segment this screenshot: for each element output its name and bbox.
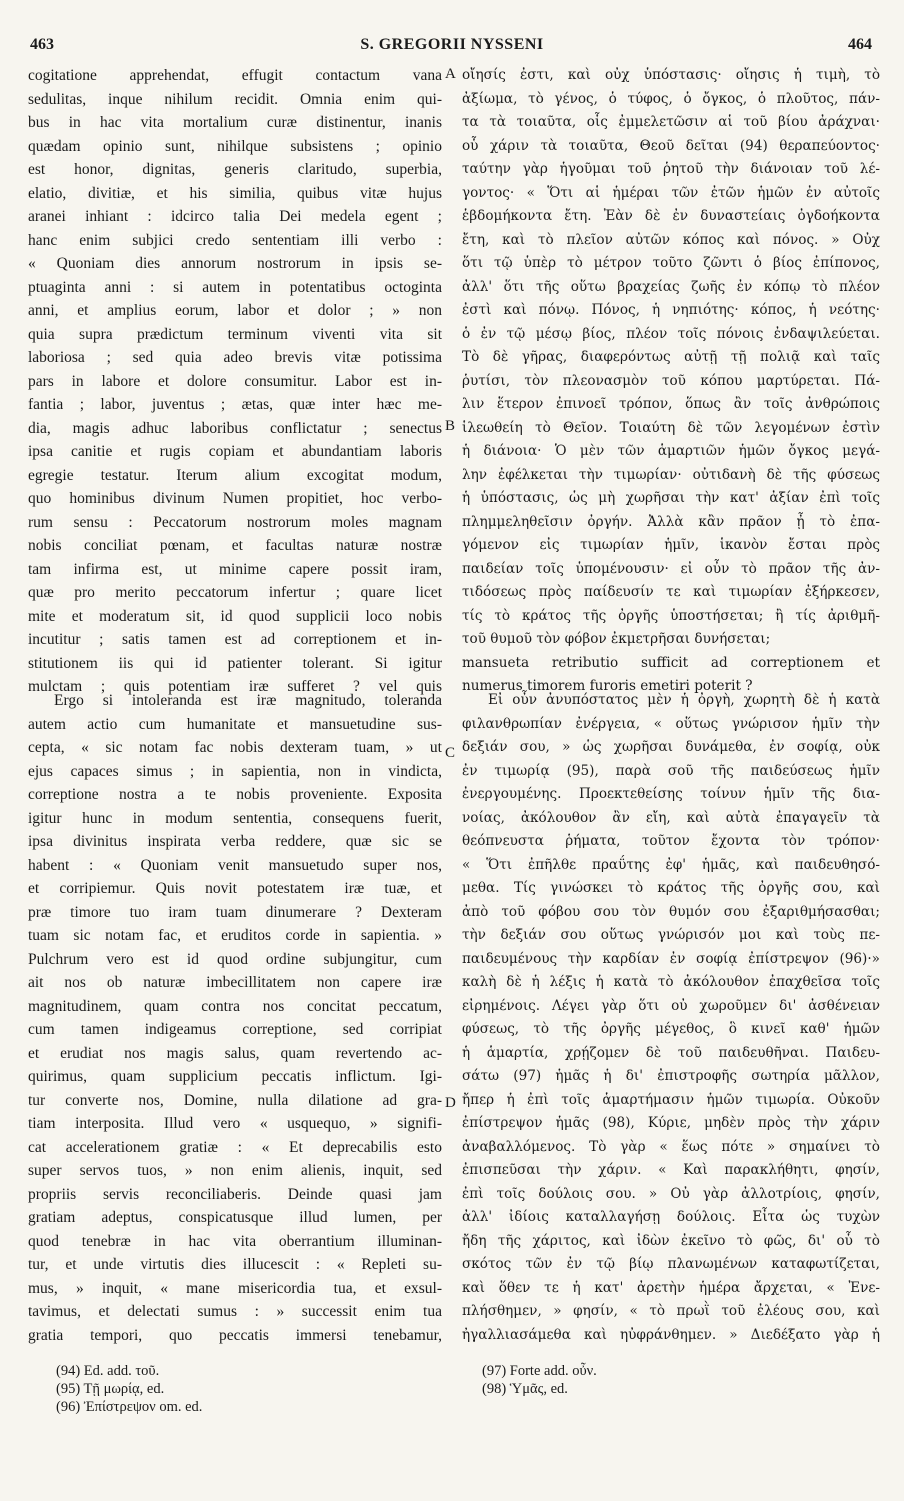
text-line: ipsa divinitus inspirata verba reddere, quæ sic se	[28, 833, 442, 850]
footnote: (94) Ed. add. τοῦ.	[56, 1363, 160, 1379]
footnotes-right	[482, 1362, 597, 1398]
text-line: dia, magis adhuc laboribus conflictatur ; senectus	[28, 419, 442, 437]
text-line: ἤπερ ἡ ἐπὶ τοῖς ἁμαρτήμασιν ἡμῶν τιμωρία. Οὐκοῦν	[462, 1091, 880, 1108]
text-line: γοντος· « Ὅτι αἱ ἡμέραι τῶν ἐτῶν ἡμῶν ἐν αὐτοῖς	[462, 184, 880, 201]
text-line: ἐπίστρεψον ἡμᾶς (98), Κύριε, μηδὲν πρὸς τὴν χάριν	[462, 1115, 880, 1131]
text-line: et corripiemur. Quis novit potestatem iræ tuæ, et	[28, 880, 442, 897]
running-title: S. GREGORII NYSSENI	[360, 36, 544, 53]
latin-column-upper	[28, 64, 442, 699]
text-line: ὁ ἐν τῷ μέσῳ βίος, πλέον τοῖς πόνοις ἐνδαψιλεύεται.	[462, 325, 880, 342]
text-line: ἀλλ' ὅτι τῆς οὕτω βραχείας ζωῆς ἐν κόπῳ τὸ πλέον	[462, 278, 880, 295]
text-line: τιδόσεως πρὸς παίδευσίν τε καὶ τιμωρίαν ἐξήρκεσεν,	[462, 584, 880, 600]
footnote: (97) Forte add. οὖν.	[482, 1363, 597, 1379]
text-line: quod tenebræ in hac vita oberrantium illuminan-	[28, 1232, 442, 1250]
latin-column-lower	[28, 689, 442, 1347]
text-line: tavimus, et delectati sumus : » successit enim tua	[28, 1303, 442, 1320]
text-line: rum sensu : Peccatorum nostrorum moles magnam	[28, 513, 442, 531]
text-line: ἡ ἁμαρτία, χρῄζομεν δὲ τοῦ παιδευθῆναι. Παιδευ-	[462, 1044, 880, 1061]
text-line: Εἰ οὖν ἀνυπόστατος μὲν ἡ ὀργὴ, χωρητὴ δὲ ἡ κατὰ	[488, 692, 880, 708]
text-line: νοίας, ἀκόλουθον ἂν εἴη, καὶ αὐτὰ ἐπαγαγεῖν τὰ	[462, 809, 880, 826]
text-line: παιδείαν τοῖς ὑπομένουσιν· εἰ οὖν τὸ πρᾶον τῆς ἀν-	[462, 560, 880, 577]
text-line: et erudiat nos magis salus, quam revertendo ac-	[28, 1044, 442, 1062]
text-line: ὅτι τῷ ὑπὲρ τὸ μέτρον τοῦτο ζῶντι ὁ βίος ἐπίπονος,	[462, 255, 880, 271]
text-line: ἑβδομήκοντα ἔτη. Ἐὰν δὲ ἐν δυναστείαις ὀγδοήκοντα	[462, 208, 880, 224]
left-page-number: 463	[30, 36, 54, 53]
text-line: ἀλλ' ἰδίοις καταλλαγήσῃ δούλοις. Εἶτα ὡς τυχὼν	[462, 1209, 880, 1225]
text-line: τίς τὸ κράτος τῆς ὀργῆς ὑποστήσεται; ἢ τίς ἀριθμῆ-	[462, 607, 880, 624]
text-line: ἀναβαλλόμενος. Τὸ γὰρ « ἕως πότε » σημαίνει τὸ	[462, 1138, 880, 1155]
text-line: φύσεως, τὸ τῆς ὀργῆς μέγεθος, ὃ κινεῖ καθ' ἡμῶν	[462, 1021, 880, 1037]
text-line: τὴν δεξιάν σου οὕτως γνώρισόν μοι καὶ τοὺς πε-	[462, 927, 880, 943]
text-line: mulctam ; quis potentiam iræ sufferet ? vel quis	[28, 678, 442, 695]
text-line: σκότος τῶν ἐν τῷ βίῳ πλανωμένων καταφωτίζεται,	[462, 1256, 880, 1272]
text-line: ἡ διάνοια· Ὁ μὲν τῶν ἁμαρτιῶν ἡμῶν ὄγκος μεγά-	[462, 443, 880, 459]
text-line: οὗ χάριν τὰ τοιαῦτα, Θεοῦ δεῖται (94) θεραπεύοντος·	[462, 137, 880, 154]
text-line: ἐπισπεῦσαι τὴν χάριν. « Καὶ παρακλήθητι, φησίν,	[462, 1162, 880, 1178]
section-marker-c: C	[445, 745, 456, 761]
greek-column-lower	[462, 689, 880, 1347]
text-line: πλημμεληθεῖσιν ὀργήν. Ἀλλὰ κἂν πρᾶον ᾖ τὸ ἐπα-	[462, 513, 880, 530]
text-line: καὶ ὅθεν τε ἡ κατ' ἀρετὴν ἡμέρα ἄρχεται, « Ἐνε-	[462, 1279, 880, 1296]
text-line: ipsa canitie et rugis copiam et abundantiam laboris	[28, 443, 442, 460]
text-line: θεόπνευστα ῥήματα, τοῦτον ἔχοντα τὸν τρόπον·	[462, 833, 880, 849]
text-line: præ timore tuo iram tuam dinumerare ? Dexteram	[28, 903, 442, 921]
text-line: tur, et unde virtutis dies illucescit : « Repleti su-	[28, 1256, 442, 1273]
text-line: λιν ἕτερον ἐπινοεῖ τρόπον, ὅπως ἂν τοῖς ἀνθρώποις	[462, 396, 880, 412]
text-line: laboriosa ; sed quia adeo brevis vitæ potissima	[28, 349, 442, 366]
text-line: gratiam adeptus, conspicatusque illud lumen, per	[28, 1209, 442, 1226]
text-line: ἱλεωθείη τὸ Θεῖον. Τοιαύτη δὲ τῶν λεγομένων ἐστὶν	[462, 419, 880, 436]
greek-column-upper	[462, 64, 880, 699]
text-line: ῥυτίσι, τὸν πλεονασμὸν τοῦ κόπου μαρτύρεται. Πά-	[462, 372, 880, 389]
text-line: ejus capaces simus ; in sapientia, non in vindicta,	[28, 762, 442, 780]
text-line: hanc enim subjici credo sententiam illi verbo :	[28, 231, 442, 249]
text-line: est honor, dignitas, generis claritudo, superbia,	[28, 161, 442, 178]
section-marker-a: A	[445, 66, 456, 82]
text-line: quæ pro merito peccatorum infertur ; quare licet	[28, 584, 442, 601]
text-line: πλήσθημεν, » φησίν, « τὸ πρωῒ τοῦ ἐλέους σου, καὶ	[462, 1303, 880, 1319]
text-line: propriis servis reconciliaberis. Deinde quasi jam	[28, 1185, 442, 1203]
text-line: tiam interposita. Illud vero « usquequo, » signifi-	[28, 1115, 442, 1132]
text-line: quia supra prædictum terminum viventi vita sit	[28, 325, 442, 343]
text-line: μεθα. Τίς γινώσκει τὸ κράτος τῆς ὀργῆς σου, καὶ	[462, 880, 880, 896]
text-line: pars in labore et dolore consumitur. Labor est in-	[28, 372, 442, 390]
text-line: autem actio cum humanitate et mansuetudine sus-	[28, 715, 442, 733]
text-line: mus, » inquit, « mane misericordia tua, et exsul-	[28, 1279, 442, 1297]
text-line: fantia ; labor, juventus ; ætas, quæ inter hæc me-	[28, 396, 442, 413]
section-marker-d: D	[445, 1095, 456, 1111]
text-line: cat accelerationem gratiæ : « Et deprecabilis esto	[28, 1138, 442, 1156]
text-line: ἤδη τῆς χάριτος, καὶ ἰδὼν ἐκεῖνο τὸ φῶς, δι' οὗ τὸ	[462, 1232, 880, 1249]
text-line: ἠγαλλιασάμεθα καὶ ηὐφράνθημεν. » Διεδέξατο γὰρ ἡ	[462, 1326, 880, 1343]
text-line: aranei inhiant : idcirco talia Dei medela egent ;	[28, 208, 442, 225]
text-line: καλὴ δὲ ἡ λέξις ἡ κατὰ τὸ ἀκόλουθον ἐπαχθεῖσα τοῖς	[462, 974, 880, 990]
running-header	[0, 36, 904, 58]
text-line: cogitatione apprehendat, effugit contactum vana	[28, 67, 442, 84]
text-line: ἐν τιμωρίᾳ (95), παρὰ σοῦ τῆς παιδεύσεως ἡμῖν	[462, 762, 880, 779]
text-line: ἡ ὑπόστασις, ὡς μὴ χωρῆσαι τὴν κατ' ἀξίαν ἐπὶ τοῖς	[462, 490, 880, 506]
footnote: (95) Τῇ μωρίᾳ, ed.	[56, 1381, 165, 1397]
section-marker-b: B	[445, 418, 456, 434]
text-line: super servos tuos, » non enim alienis, inquit, sed	[28, 1162, 442, 1179]
text-line: ptuaginta anni : si autem in potentatibus octoginta	[28, 278, 442, 296]
text-line: sedulitas, inque nihilum recidit. Omnia enim qui-	[28, 90, 442, 108]
text-line: gratia tempori, quo peccatis immersi tenebamur,	[28, 1326, 442, 1344]
text-line: quirimus, quam supplicium peccatis inflictum. Igi-	[28, 1068, 442, 1085]
text-line: anni, et amplius eorum, labor et dolor ; » non	[28, 302, 442, 319]
text-line: quædam opinio sunt, nihilque subsistens ; opinio	[28, 137, 442, 155]
text-line: δεξιάν σου, » ὡς χωρῆσαι δυνάμεθα, ἐν σοφίᾳ, οὐκ	[462, 739, 880, 755]
text-line: incutitur ; satis tamen est ad correptionem et in-	[28, 631, 442, 648]
text-line: habent : « Quoniam venit mansuetudo super nos,	[28, 856, 442, 874]
text-line: numerus timorem furoris emetiri poterit ?	[462, 678, 753, 694]
right-page-number: 464	[848, 36, 872, 53]
footnote: (96) Ἐπίστρεψον om. ed.	[56, 1399, 203, 1415]
text-line: igitur hunc in modum sententia, consequens fuerit,	[28, 809, 442, 827]
text-line: ταύτην γὰρ ἡγοῦμαι τοῦ ῥητοῦ τὴν διάνοιαν τοῦ λέ-	[462, 161, 880, 177]
text-line: « Ὅτι ἐπῆλθε πραΰτης ἐφ' ἡμᾶς, καὶ παιδευθησό-	[462, 856, 880, 873]
text-line: τοῦ θυμοῦ τὸν φόβον ἐκμετρῆσαι δυνήσεται;	[462, 631, 771, 647]
text-line: τα τὰ τοιαῦτα, οἷς ἐμμελετῶσιν αἱ τοῦ βίου ἀράχναι·	[462, 114, 880, 130]
text-line: σάτω (97) ἡμᾶς ἡ δι' ἐπιστροφῆς σωτηρία μᾶλλον,	[462, 1068, 880, 1084]
text-line: ait nos ob naturæ imbecillitatem non capere iræ	[28, 974, 442, 991]
text-line: ἀξίωμα, τὸ γένος, ὁ τύφος, ὁ ὄγκος, ὁ πλοῦτος, πάν-	[462, 90, 880, 107]
text-line: tur converte nos, Domine, nulla dilatione ad gra-	[28, 1091, 442, 1109]
text-line: λην ἐφέλκεται τὴν τιμωρίαν· οὐτιδανὴ δὲ τῆς φύσεως	[462, 466, 880, 483]
text-line: ἀπὸ τοῦ φόβου σου τὸν θυμόν σου ἐξαριθμήσασθαι;	[462, 903, 880, 920]
footnotes-left	[56, 1362, 202, 1416]
text-line: ἐπὶ τοῖς δούλοις σου. » Οὐ γὰρ ἀλλοτρίοις, φησίν,	[462, 1185, 880, 1202]
text-line: correptione nostra a te nobis proveniente. Exposita	[28, 786, 442, 803]
text-line: ἐστὶ καὶ πόνῳ. Πόνος, ἡ νηπιότης· κόπος, ἡ νεότης·	[462, 302, 880, 318]
text-line: quo hominibus divinum Numen propitiet, hoc verbo-	[28, 490, 442, 507]
text-line: mansueta retributio sufficit ad correptionem et	[462, 654, 880, 671]
footnote: (98) Ὑμᾶς, ed.	[482, 1381, 568, 1397]
text-line: Pulchrum vero est id quod ordine subjungitur, cum	[28, 950, 442, 968]
text-line: mite et moderatum sit, id quod supplicii loco nobis	[28, 607, 442, 625]
text-line: οἴησίς ἐστι, καὶ οὐχ ὑπόστασις· οἴησις ἡ τιμὴ, τὸ	[462, 67, 880, 83]
text-line: Τὸ δὲ γῆρας, διαφερόντως αὐτῇ τῇ πολιᾷ καὶ ταῖς	[462, 349, 880, 365]
text-line: bus in hac vita mortalium curæ distinentur, inanis	[28, 114, 442, 131]
text-line: « Quoniam dies annorum nostrorum in ipsis se-	[28, 255, 442, 272]
text-line: παιδευμένους τὴν καρδίαν ἐν σοφίᾳ ἐπίστρεψον (96)·»	[462, 950, 880, 967]
text-line: cepta, « sic notam fac nobis dexteram tuam, » ut	[28, 739, 442, 756]
text-line: ἐνεργουμένης. Προεκτεθείσης τοίνυν ἡμῖν τῆς δια-	[462, 786, 880, 802]
text-line: egregie testatur. Iterum alium excogitat modum,	[28, 466, 442, 484]
text-line: ἔτη, καὶ τὸ πλεῖον αὐτῶν κόπος καὶ πόνος. » Οὐχ	[462, 231, 880, 248]
text-line: magnitudinem, quam contra nos concitat peccatum,	[28, 997, 442, 1015]
text-line: stitutionem iis qui id patienter tolerant. Si igitur	[28, 654, 442, 672]
text-line: elatio, divitiæ, et his similia, quibus vitæ hujus	[28, 184, 442, 202]
text-line: εἰρημένοις. Λέγει γὰρ ὅτι οὐ χωροῦμεν δι' ἀσθένειαν	[462, 997, 880, 1014]
text-line: φιλανθρωπίαν ἐνέργεια, « οὕτως γνώρισον ἡμῖν τὴν	[462, 715, 880, 732]
text-line: tuam sic notam fac, et eruditos corde in sapientia. »	[28, 927, 442, 944]
text-line: tam infirma est, ut minime capere possit iram,	[28, 560, 442, 578]
text-line: Ergo si intoleranda est iræ magnitudo, toleranda	[54, 692, 442, 709]
text-line: γόμενον εἰς τιμωρίαν ἡμῖν, ἱκανὸν ἔσται πρὸς	[462, 537, 880, 553]
text-line: nobis conciliat pœnam, et facultas naturæ nostræ	[28, 537, 442, 554]
text-line: cum tamen indigeamus correptione, sed corripiat	[28, 1021, 442, 1038]
